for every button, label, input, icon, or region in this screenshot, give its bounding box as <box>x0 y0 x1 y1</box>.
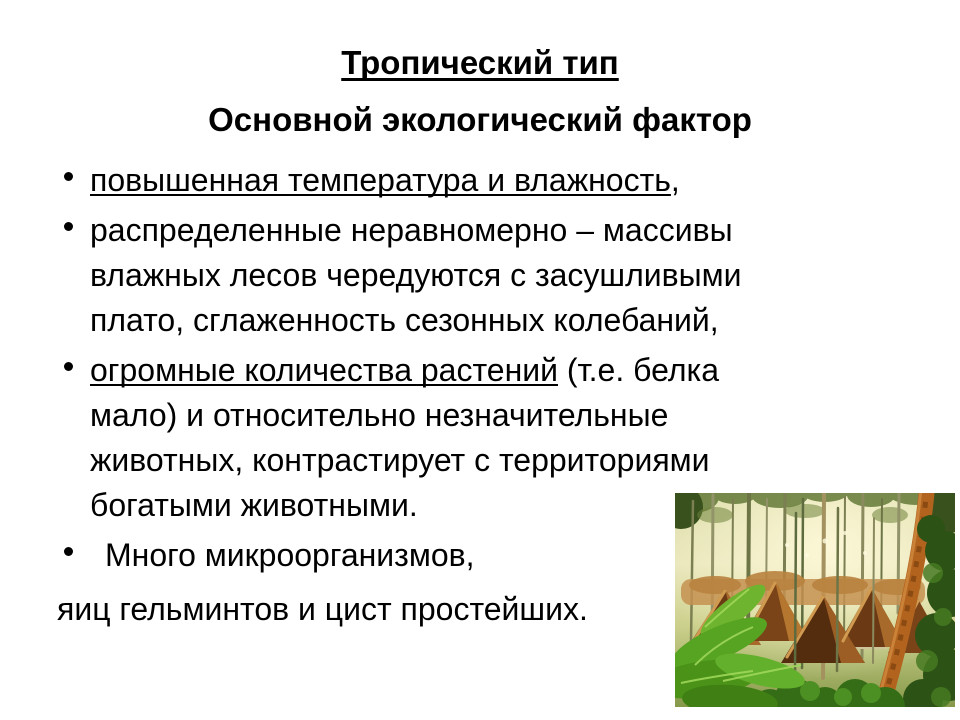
plain-text: мало) и относительно незначительные <box>90 397 669 433</box>
bullet-line <box>90 253 920 298</box>
slide-subtitle: Основной экологический фактор <box>208 101 752 138</box>
bullet-line <box>90 348 920 393</box>
plain-text: животных, контрастирует с территориями <box>90 442 710 478</box>
continuation-text: яиц гельминтов и цист простейших. <box>57 591 588 627</box>
underlined-text: огромные количества растений <box>90 352 558 388</box>
bullet-item <box>0 208 920 343</box>
plain-text: распределенные неравномерно – массивы <box>90 212 733 248</box>
jungle-photo-illustration <box>675 493 955 707</box>
plain-text: , <box>670 162 680 198</box>
bullet-line <box>90 393 920 438</box>
plain-text: (т.е. белка <box>557 352 719 388</box>
bullet-marker-icon <box>64 222 73 231</box>
bullet-line <box>90 208 920 253</box>
slide-title <box>0 44 960 82</box>
plain-text: влажных лесов чередуются с засушливыми <box>90 257 742 293</box>
bullet-line <box>90 158 920 203</box>
plain-text: плато, сглаженность сезонных колебаний, <box>90 302 719 338</box>
plain-text: Много микроорганизмов, <box>105 537 475 573</box>
slide-title-text: Тропический тип <box>341 44 619 81</box>
bullet-marker-icon <box>64 547 73 556</box>
tropical-jungle-photo <box>675 493 955 707</box>
plain-text: богатыми животными. <box>90 487 418 523</box>
bullet-line <box>90 438 920 483</box>
bullet-item <box>0 158 920 203</box>
underlined-text: повышенная температура и влажность <box>90 162 671 198</box>
bullet-marker-icon <box>64 172 73 181</box>
bullet-marker-icon <box>64 362 73 371</box>
bullet-line <box>90 298 920 343</box>
